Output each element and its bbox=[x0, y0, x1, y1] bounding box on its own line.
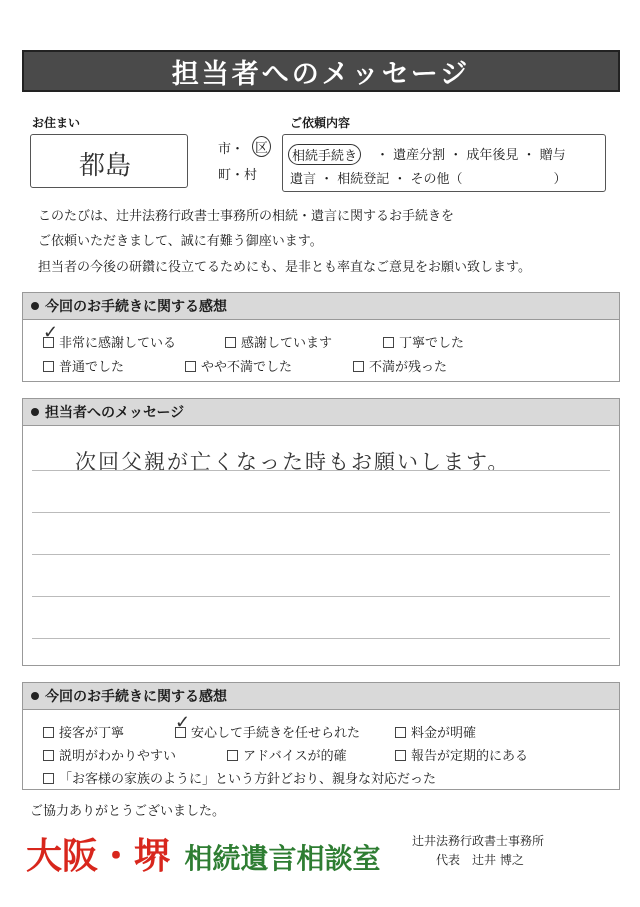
message-line bbox=[32, 596, 610, 597]
address-ward-circled: 区 bbox=[252, 136, 271, 157]
option-slightly-unsatisfied[interactable]: やや不満でした bbox=[185, 356, 292, 375]
request-label: ご依頼内容 bbox=[290, 116, 351, 130]
checkbox-icon[interactable] bbox=[395, 727, 406, 738]
check-mark-icon: ✓ bbox=[43, 322, 59, 343]
section2-heading bbox=[22, 398, 620, 426]
option-unsatisfied[interactable]: 不満が残った bbox=[353, 356, 447, 375]
checkbox-icon[interactable] bbox=[395, 750, 406, 761]
message-line bbox=[32, 554, 610, 555]
option-grateful[interactable]: 感謝しています bbox=[225, 332, 332, 351]
option-trustworthy[interactable]: 安心して手続きを任せられた bbox=[175, 722, 360, 741]
representative: 代表 辻井 博之 bbox=[436, 853, 524, 867]
intro-line-3: 担当者の今後の研鑽に役立てるためにも、是非とも率直なご意見をお願い致します。 bbox=[38, 260, 531, 275]
brand-logo bbox=[26, 828, 380, 879]
bullet-icon bbox=[31, 692, 39, 700]
checkbox-icon[interactable] bbox=[43, 361, 54, 372]
address-city: 市・ bbox=[218, 142, 245, 157]
option-courteous[interactable]: 接客が丁寧 bbox=[43, 722, 124, 741]
intro-line-2: ご依頼いただきまして、誠に有難う御座います。 bbox=[38, 234, 323, 249]
title-banner bbox=[22, 50, 620, 92]
option-regular-reports[interactable]: 報告が定期的にある bbox=[395, 745, 528, 764]
section3-heading bbox=[22, 682, 620, 710]
option-normal[interactable]: 普通でした bbox=[43, 356, 124, 375]
section1-body bbox=[22, 320, 620, 382]
check-mark-icon: ✓ bbox=[175, 712, 191, 733]
checkbox-icon[interactable] bbox=[383, 337, 394, 348]
address-handwritten: 都島 bbox=[79, 151, 132, 181]
checkbox-icon[interactable] bbox=[227, 750, 238, 761]
intro-line-1: このたびは、辻井法務行政書士事務所の相続・遺言に関するお手続きを bbox=[38, 209, 455, 224]
checkbox-icon[interactable] bbox=[43, 727, 54, 738]
address-label: お住まい bbox=[32, 116, 81, 130]
checkbox-icon[interactable] bbox=[185, 361, 196, 372]
page-title: 担当者へのメッセージ bbox=[171, 58, 471, 90]
option-very-grateful[interactable]: 非常に感謝している bbox=[43, 332, 176, 351]
request-line2: 遺言 ・ 相続登記 ・ その他（ ） bbox=[290, 172, 567, 187]
option-clear-explanation[interactable]: 説明がわかりやすい bbox=[43, 745, 176, 764]
brand-red: 大阪・堺 bbox=[26, 836, 171, 877]
address-section bbox=[22, 110, 272, 190]
checkbox-icon[interactable] bbox=[43, 750, 54, 761]
bullet-icon bbox=[31, 408, 39, 416]
section3-heading-text: 今回のお手続きに関する感想 bbox=[45, 689, 227, 705]
section3-body bbox=[22, 710, 620, 790]
option-clear-fees[interactable]: 料金が明確 bbox=[395, 722, 476, 741]
bullet-icon bbox=[31, 302, 39, 310]
message-area[interactable] bbox=[22, 426, 620, 666]
option-family-like[interactable]: 「お客様の家族のように」という方針どおり、親身な対応だった bbox=[43, 768, 436, 787]
section1-heading-text: 今回のお手続きに関する感想 bbox=[45, 299, 227, 315]
checkbox-icon[interactable] bbox=[353, 361, 364, 372]
address-field[interactable] bbox=[30, 134, 188, 188]
request-section bbox=[280, 110, 620, 190]
section2-heading-text: 担当者へのメッセージ bbox=[45, 405, 185, 421]
request-option-circled: 相続手続き bbox=[288, 144, 361, 165]
option-polite[interactable]: 丁寧でした bbox=[383, 332, 464, 351]
message-line bbox=[32, 638, 610, 639]
address-town-village: 町・村 bbox=[218, 168, 258, 183]
section1-heading bbox=[22, 292, 620, 320]
handwritten-message: 次回父親が亡くなった時もお願いします。 bbox=[75, 450, 511, 474]
brand-green: 相続遺言相談室 bbox=[184, 842, 381, 875]
checkbox-icon[interactable] bbox=[225, 337, 236, 348]
request-line1-rest: ・ 遺産分割 ・ 成年後見 ・ 贈与 bbox=[376, 148, 566, 163]
option-good-advice[interactable]: アドバイスが的確 bbox=[227, 745, 347, 764]
message-line bbox=[32, 512, 610, 513]
thanks-text: ご協力ありがとうございました。 bbox=[30, 804, 226, 819]
checkbox-icon[interactable] bbox=[43, 773, 54, 784]
message-line bbox=[32, 470, 610, 471]
office-name: 辻井法務行政書士事務所 bbox=[412, 834, 545, 848]
